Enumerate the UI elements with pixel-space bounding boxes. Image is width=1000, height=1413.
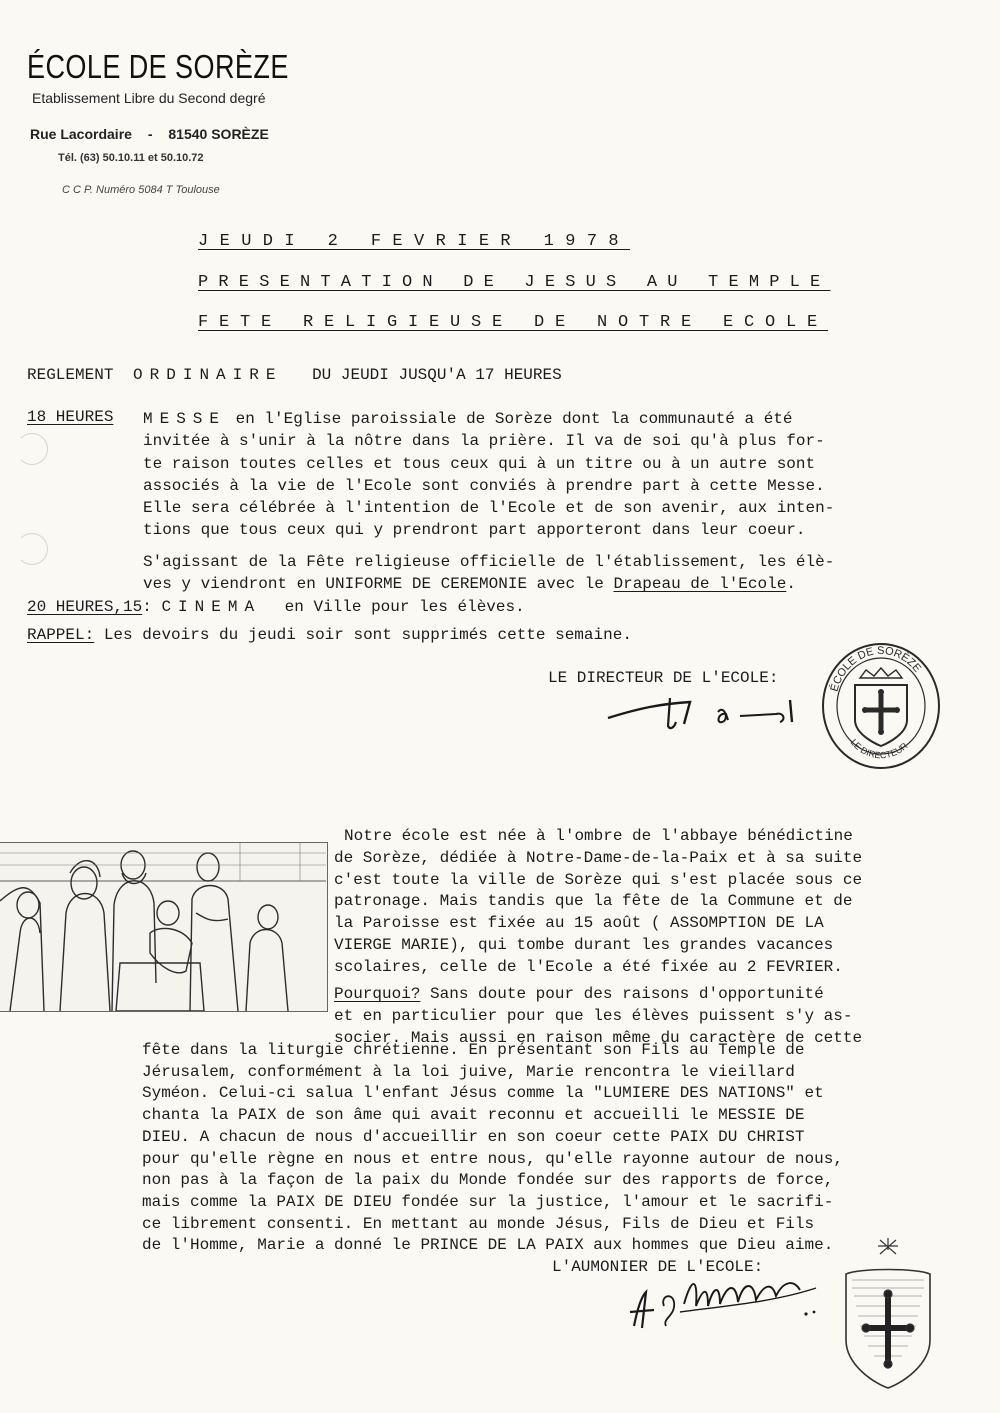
messe-first-line [143, 408, 834, 430]
chaplain-line: VIERGE MARIE), qui tombe durant les grandes vacances [334, 935, 834, 954]
fete-text: ves y viendront en UNIFORME DE CEREMONIE avec le [143, 575, 604, 594]
cinema-time: 20 HEURES,15 [27, 598, 143, 616]
chaplain-line: de l'Homme, Marie a donné le PRINCE DE LA PAIX aux hommes que Dieu aime. [142, 1236, 834, 1255]
director-signature [600, 690, 815, 740]
chaplain-line: c'est toute la ville de Sorèze qui s'est placée sous ce [334, 870, 863, 889]
flag-text: Drapeau de l'Ecole [613, 575, 787, 594]
reglement-label: REGLEMENT [27, 366, 114, 384]
chaplain-line: ce librement consenti. En mettant au monde Jésus, Fils de Dieu et Fils [142, 1214, 815, 1233]
chaplain-signature [624, 1266, 824, 1342]
messe-line: associés à la vie de l'Ecole sont conviés à prendre part à cette Messe. [143, 476, 825, 495]
messe-line: en l'Eglise paroissiale de Sorèze dont la communauté a été [235, 410, 793, 428]
rappel-line [27, 626, 632, 644]
chaplain-line: la Paroisse est fixée au 15 août ( ASSOMPTION DE LA [334, 914, 824, 933]
chaplain-line: fête dans la liturgie chrétienne. En présentant son Fils au Temple de [142, 1041, 805, 1059]
punch-hole [16, 533, 48, 565]
fete-line: S'agissant de la Fête religieuse officielle de l'établissement, les élè- [143, 552, 835, 571]
chaplain-line: patronage. Mais tandis que la fête de la Commune et de [334, 892, 853, 911]
cinema-line [27, 598, 525, 616]
chaplain-line: de Sorèze, dédiée à Notre-Dame-de-la-Paix et à sa suite [334, 849, 863, 867]
school-phone: Tél. (63) 50.10.11 et 50.10.72 [58, 152, 204, 164]
messe-block [143, 408, 834, 595]
chaplain-intro [344, 826, 853, 848]
chaplain-body-wide [142, 1040, 843, 1257]
school-address [30, 126, 269, 142]
messe-line: te raison toutes celles et tous ceux qui à un titre ou à un autre sont [143, 454, 816, 473]
chaplain-line: pour qu'elle règne en nous et entre nous, qu'elle rayonne autour de nous, [142, 1149, 843, 1168]
chaplain-line: non pas à la façon de la paix du Monde fondée sur des rapports de force, [142, 1171, 834, 1190]
messe-line: Elle sera célébrée à l'intention de l'Ecole et de son avenir, aux inten- [143, 499, 835, 518]
director-label: LE DIRECTEUR DE L'ECOLE: [548, 669, 779, 687]
fete-end: . [786, 575, 796, 594]
presentation-illustration [0, 842, 328, 1012]
chaplain-stamp [840, 1236, 936, 1396]
rappel-text: Les devoirs du jeudi soir sont supprimés cette semaine. [103, 626, 632, 644]
director-seal [820, 640, 942, 770]
reglement-line [27, 366, 562, 384]
chaplain-line: Notre école est née à l'ombre de l'abbaye bénédictine [344, 827, 853, 845]
presentation-engraving [0, 843, 326, 1011]
pourquoi-label: Pourquoi? [334, 985, 421, 1004]
chaplain-line: socier. Mais aussi en raison même du caractère de cette [334, 1028, 863, 1047]
cinema-word: CINEMA [161, 598, 262, 616]
school-subtitle: Etablissement Libre du Second degré [32, 90, 266, 106]
pourquoi-first-line [334, 984, 862, 1006]
messe-line: invitée à s'unir à la nôtre dans la prière. Il va de soi qu'à plus for- [143, 432, 825, 451]
heading-subtitle: FETE RELIGIEUSE DE NOTRE ECOLE [198, 313, 829, 332]
address-street: Rue Lacordaire [30, 126, 132, 142]
chaplain-line: et en particulier pour que les élèves puissent s'y as- [334, 1006, 853, 1025]
chaplain-line: scolaires, celle de l'Ecole a été fixée au 2 FEVRIER. [334, 957, 843, 976]
address-dash: - [147, 126, 153, 142]
chaplain-line: Syméon. Celui-ci salua l'enfant Jésus comme la "LUMIERE DES NATIONS" et [142, 1084, 824, 1103]
cinema-rest: en Ville pour les élèves. [284, 598, 525, 616]
rappel-label: RAPPEL: [27, 626, 95, 644]
chaplain-label: L'AUMONIER DE L'ECOLE: [552, 1258, 764, 1276]
fete-line-2 [143, 573, 834, 595]
chaplain-line: DIEU. A chacun de nous d'accueillir en son coeur cette PAIX DU CHRIST [142, 1127, 805, 1146]
punch-hole [16, 433, 48, 465]
school-name: ÉCOLE DE SORÈZE [27, 48, 289, 85]
reglement-rest: DU JEUDI JUSQU'A 17 HEURES [312, 366, 562, 384]
messe-word: MESSE [143, 410, 227, 428]
seal-top-text: ÉCOLE DE SORÈZE [828, 644, 924, 693]
chaplain-line: mais comme la PAIX DE DIEU fondée sur la justice, l'amour et le sacrifi- [142, 1192, 834, 1211]
heading-title: PRESENTATION DE JESUS AU TEMPLE [198, 273, 831, 292]
chaplain-line: Jérusalem, conformément à la loi juive, Marie rencontra le vieillard [142, 1062, 795, 1081]
messe-time: 18 HEURES [27, 408, 114, 426]
chaplain-line: chanta la PAIX de son âme qui avait reconnu et accueilli le MESSIE DE [142, 1106, 805, 1125]
cinema-colon: : [142, 598, 152, 616]
reglement-mode: ORDINAIRE [133, 366, 283, 384]
pourquoi-text: Sans doute pour des raisons d'opportunité [430, 985, 824, 1004]
address-city: 81540 SORÈZE [168, 126, 269, 142]
messe-line: tions que tous ceux qui y prendront part apporteront dans leur coeur. [143, 521, 806, 540]
school-ccp: C C P. Numéro 5084 T Toulouse [62, 184, 220, 196]
heading-date: JEUDI 2 FEVRIER 1978 [198, 232, 631, 251]
seal-bottom-text: LE DIRECTEUR [848, 737, 910, 761]
chaplain-intro-body [334, 848, 862, 1049]
